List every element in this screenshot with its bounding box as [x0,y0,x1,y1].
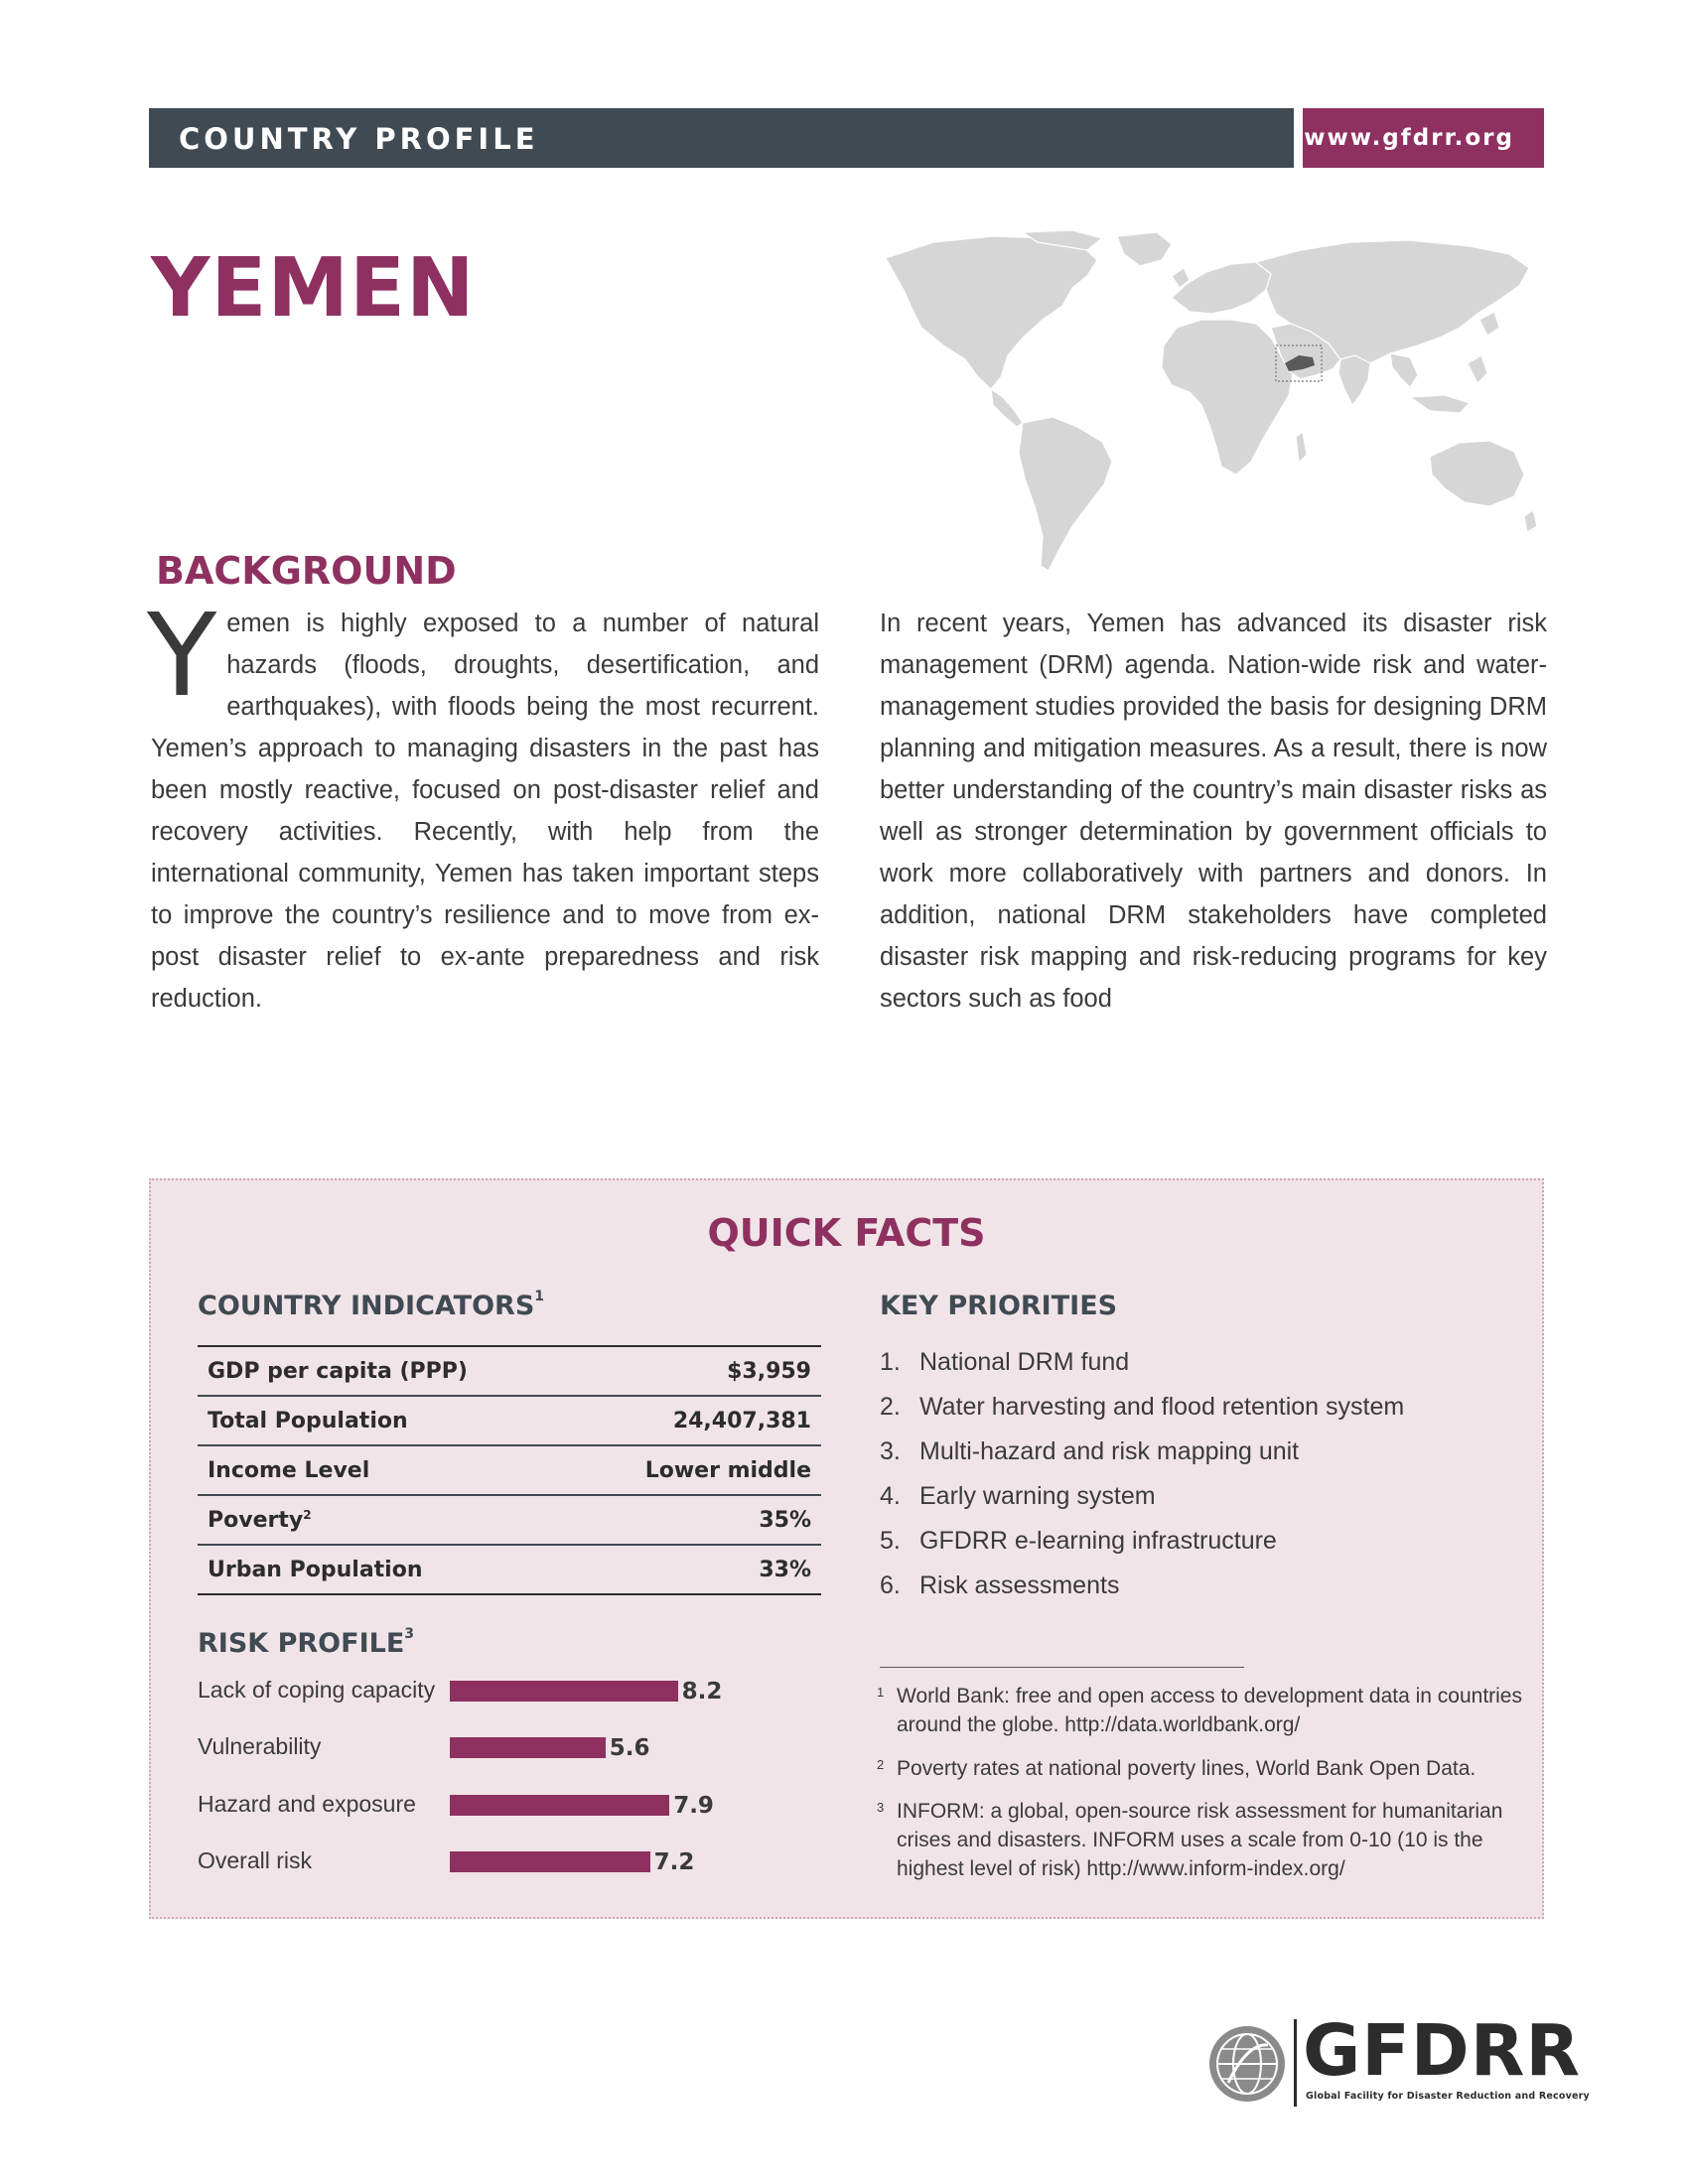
list-item: 2. Water harvesting and flood retention system [880,1393,1405,1421]
indicators-heading-text: COUNTRY INDICATORS [198,1291,535,1321]
background-column-2 [880,603,1547,1020]
risk-label: Lack of coping capacity [198,1677,436,1703]
indicator-value: 35% [572,1495,821,1545]
risk-label: Vulnerability [198,1733,322,1759]
risk-bar [450,1681,678,1702]
indicator-label: Income Level [198,1445,572,1495]
indicator-value: $3,959 [572,1346,821,1396]
indicator-label: Urban Population [198,1545,572,1594]
footnote-1: 1 World Bank: free and open access to development data in countries around the globe. http://data.worldbank.org/ [877,1685,1522,1736]
risk-label: Overall risk [198,1847,313,1873]
website-link[interactable]: www.gfdrr.org [1304,125,1514,151]
indicator-value: Lower middle [572,1445,821,1495]
risk-row [198,1726,833,1766]
indicator-label: Total Population [198,1396,572,1445]
key-priorities-list [880,1340,1525,1608]
table-row [198,1346,821,1396]
list-item: 6. Risk assessments [880,1571,1120,1599]
footnote-2: 2 Poverty rates at national poverty lines, World Bank Open Data. [877,1757,1477,1780]
table-row [198,1396,821,1445]
table-row [198,1495,821,1545]
country-title: YEMEN [151,241,476,336]
header-bar [149,108,1294,168]
indicator-value: 33% [572,1545,821,1594]
list-item: 4. Early warning system [880,1482,1156,1510]
indicator-value: 24,407,381 [572,1396,821,1445]
country-indicators-table [198,1345,821,1595]
risk-bar [450,1795,669,1816]
risk-profile-heading [198,1628,414,1659]
risk-row [198,1670,833,1709]
background-column-1 [147,590,819,1020]
world-map [874,228,1549,581]
section-label: COUNTRY PROFILE [179,122,539,156]
risk-value-label: 7.9 [673,1793,714,1819]
list-item: 5. GFDRR e-learning infrastructure [880,1527,1277,1555]
indicators-footnote-ref: 1 [534,1289,545,1304]
background-paragraph-1: emen is highly exposed to a number of natural hazards (floods, droughts, desertification, and earthquakes), with floods being the most recurrent. Yemen’s approach to managing disasters in the past has been mostly reactive, focused on post-disaster relief and recovery activities. Recently, with help from the international community, Yemen has taken important steps to improve the country’s resilience and to move from ex-post disaster relief to ex-ante preparedness and risk reduction. [151,610,819,1013]
quick-facts-title: QUICK FACTS [707,1211,986,1255]
indicator-label: Poverty$^2$ [198,1495,572,1545]
background-heading: BACKGROUND [156,549,457,593]
risk-value-label: 5.6 [609,1735,650,1761]
risk-label: Hazard and exposure [198,1791,416,1817]
risk-bar [450,1851,650,1872]
list-item: 1. National DRM fund [880,1348,1130,1376]
risk-value-label: 7.2 [653,1849,695,1875]
list-item: 3. Multi-hazard and risk mapping unit [880,1437,1300,1465]
risk-row [198,1784,833,1824]
risk-bar [450,1737,606,1758]
table-row [198,1445,821,1495]
risk-value-label: 8.2 [681,1679,723,1705]
globe-logo-icon [1206,2023,1288,2105]
risk-row [198,1841,833,1880]
table-row [198,1545,821,1594]
footnote-divider [880,1667,1244,1668]
risk-footnote-ref: 3 [404,1626,415,1642]
footnote-3: 3 INFORM: a global, open-source risk assessment for humanitarian crises and disasters. INFORM uses a scale from 0-10 (10 is the highest level of risk) http://www.inform-index.org/ [877,1800,1503,1880]
risk-heading-text: RISK PROFILE [198,1628,405,1659]
drop-cap: Y [147,590,217,723]
website-badge[interactable] [1303,108,1544,168]
key-priorities-heading: KEY PRIORITIES [880,1291,1118,1321]
country-indicators-heading [198,1291,544,1321]
indicator-label: GDP per capita (PPP) [198,1346,572,1396]
gfdrr-tagline: Global Facility for Disaster Reduction and Recovery [1306,2091,1590,2102]
gfdrr-wordmark: GFDRR [1303,2009,1582,2092]
logo-divider [1294,2019,1297,2107]
background-paragraph-2: In recent years, Yemen has advanced its disaster risk management (DRM) agenda. Nation-wide risk and water-management studies provided the basis for designing DRM planning and mitigation measures. As a result, there is now better understanding of the country’s main disaster risks as well as stronger determination by government officials to work more collaboratively with partners and donors. In addition, national DRM stakeholders have completed disaster risk mapping and risk-reducing programs for key sectors such as food [880,610,1547,1013]
